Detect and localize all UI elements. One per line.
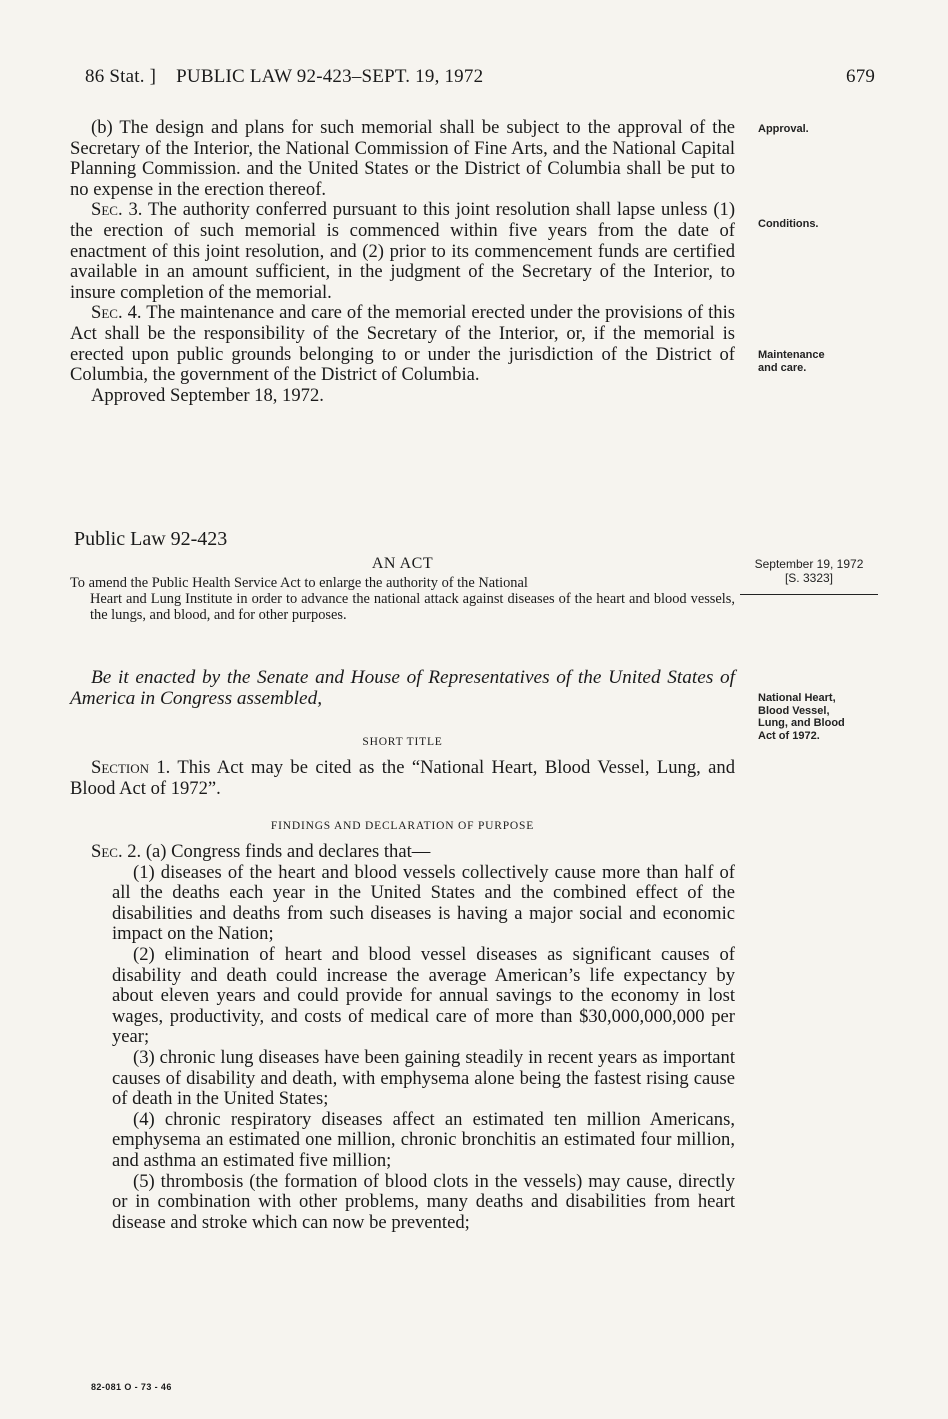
public-law-number: Public Law 92-423	[74, 528, 228, 550]
finding-2: (2) elimination of heart and blood vessel diseases as significant causes of disability and death could increase the average American’s life expectancy by about eleven years and could provide for annual savings to the economy in lost wages, productivity, and costs of medical care of more than $30,000,000,000 per year;	[112, 943, 735, 1048]
page-number: 679	[846, 66, 876, 87]
section-1	[70, 758, 735, 799]
section-2-intro	[70, 842, 735, 863]
margin-note-short-title-line3: Lung, and Blood	[758, 717, 845, 729]
section-2-intro-text: (a) Congress finds and declares that—	[145, 841, 431, 862]
finding-1: (1) diseases of the heart and blood vessels collectively cause more than half of all the deaths each year in the United States and the combined effect of the disabilities and deaths from such diseases is having a major social and economic impact on the Nation;	[112, 861, 735, 945]
section-4-text: The maintenance and care of the memorial erected under the provisions of this Act shall be the responsibility of the Secretary of the Interior, or, if the memorial is erected upon public grounds belonging to or under the jurisdiction of the District of Columbia, the government of the District of Columbia.	[70, 302, 735, 386]
findings-heading: FINDINGS AND DECLARATION OF PURPOSE	[270, 820, 535, 832]
previous-law-text	[70, 118, 735, 406]
finding-4: (4) chronic respiratory diseases affect an estimated ten million Americans, emphysema an estimated one million, chronic bronchitis an estimated four million, and asthma an estimated five million;	[112, 1108, 735, 1171]
margin-note-maintenance-line2: and care.	[758, 361, 807, 374]
running-header	[85, 66, 483, 88]
purpose-first-line: To amend the Public Health Service Act to enlarge the authority of the National	[70, 575, 528, 591]
section-1-label: Section 1.	[91, 757, 171, 778]
section-3-text: The authority conferred pursuant to this joint resolution shall lapse unless (1) the erection of such memorial is commenced within five years from the date of enactment of this joint resolution, and (2) prior to its commencement funds are certified available in an amount sufficient, in the judgment of the Secretary of the Interior, to insure completion of the memorial.	[70, 199, 736, 303]
finding-3: (3) chronic lung diseases have been gaining steadily in recent years as important causes of disability and death, with emphysema alone being the fastest rising cause of death in the United States;	[112, 1046, 735, 1110]
section-4-paragraph	[70, 303, 735, 385]
margin-note-short-title	[758, 692, 845, 742]
approval-date: Approved September 18, 1972.	[91, 384, 324, 406]
margin-note-date	[740, 557, 878, 585]
section-3-label: Sec. 3.	[91, 199, 143, 221]
act-purpose	[70, 576, 735, 623]
section-2	[70, 842, 735, 1233]
margin-note-maintenance	[758, 349, 825, 374]
print-code-footer: 82-081 O - 73 - 46	[91, 1382, 172, 1392]
finding-5: (5) thrombosis (the formation of blood clots in the vessels) may cause, directly or in combination with other problems, many deaths and disabilities from heart disease and stroke which can now be prevented;	[112, 1170, 735, 1233]
margin-note-short-title-line1: National Heart,	[758, 692, 836, 704]
section-3-paragraph	[70, 200, 735, 303]
volume-reference: 86 Stat. ]	[85, 66, 157, 87]
an-act-heading: AN ACT	[371, 555, 434, 572]
margin-note-short-title-line4: Act of 1972.	[758, 729, 820, 742]
section-1-text: This Act may be cited as the “National Heart, Blood Vessel, Lung, and Blood Act of 1972”.	[70, 757, 735, 799]
section-4-label: Sec. 4.	[91, 302, 142, 324]
margin-note-approval: Approval.	[758, 123, 809, 135]
purpose-continuation: Heart and Lung Institute in order to advance the national attack against diseases of the heart and blood vessels, the lungs, and blood, and for other purposes.	[90, 590, 735, 623]
section-b-paragraph: (b) The design and plans for such memorial shall be subject to the approval of the Secretary of the Interior, the National Commission of Fine Arts, and the National Capital Planning Commission. and the United States or the District of Columbia shall be put to no expense in the erection thereof.	[70, 117, 735, 200]
margin-note-short-title-line2: Blood Vessel,	[758, 704, 830, 717]
enacting-clause-text: Be it enacted by the Senate and House of Representatives of the United States of America in Congress assembled,	[70, 667, 735, 709]
section-2-label: Sec. 2.	[91, 841, 142, 862]
enacting-clause	[70, 667, 735, 709]
margin-note-bill-number: [S. 3323]	[784, 571, 834, 585]
margin-note-maintenance-line1: Maintenance	[758, 349, 825, 361]
short-title-heading: SHORT TITLE	[362, 736, 443, 748]
margin-note-date-line1: September 19, 1972	[754, 557, 864, 571]
margin-rule	[740, 594, 878, 595]
header-title: PUBLIC LAW 92-423–SEPT. 19, 1972	[176, 66, 484, 87]
margin-note-conditions: Conditions.	[758, 218, 819, 230]
section-1-paragraph	[70, 758, 735, 799]
